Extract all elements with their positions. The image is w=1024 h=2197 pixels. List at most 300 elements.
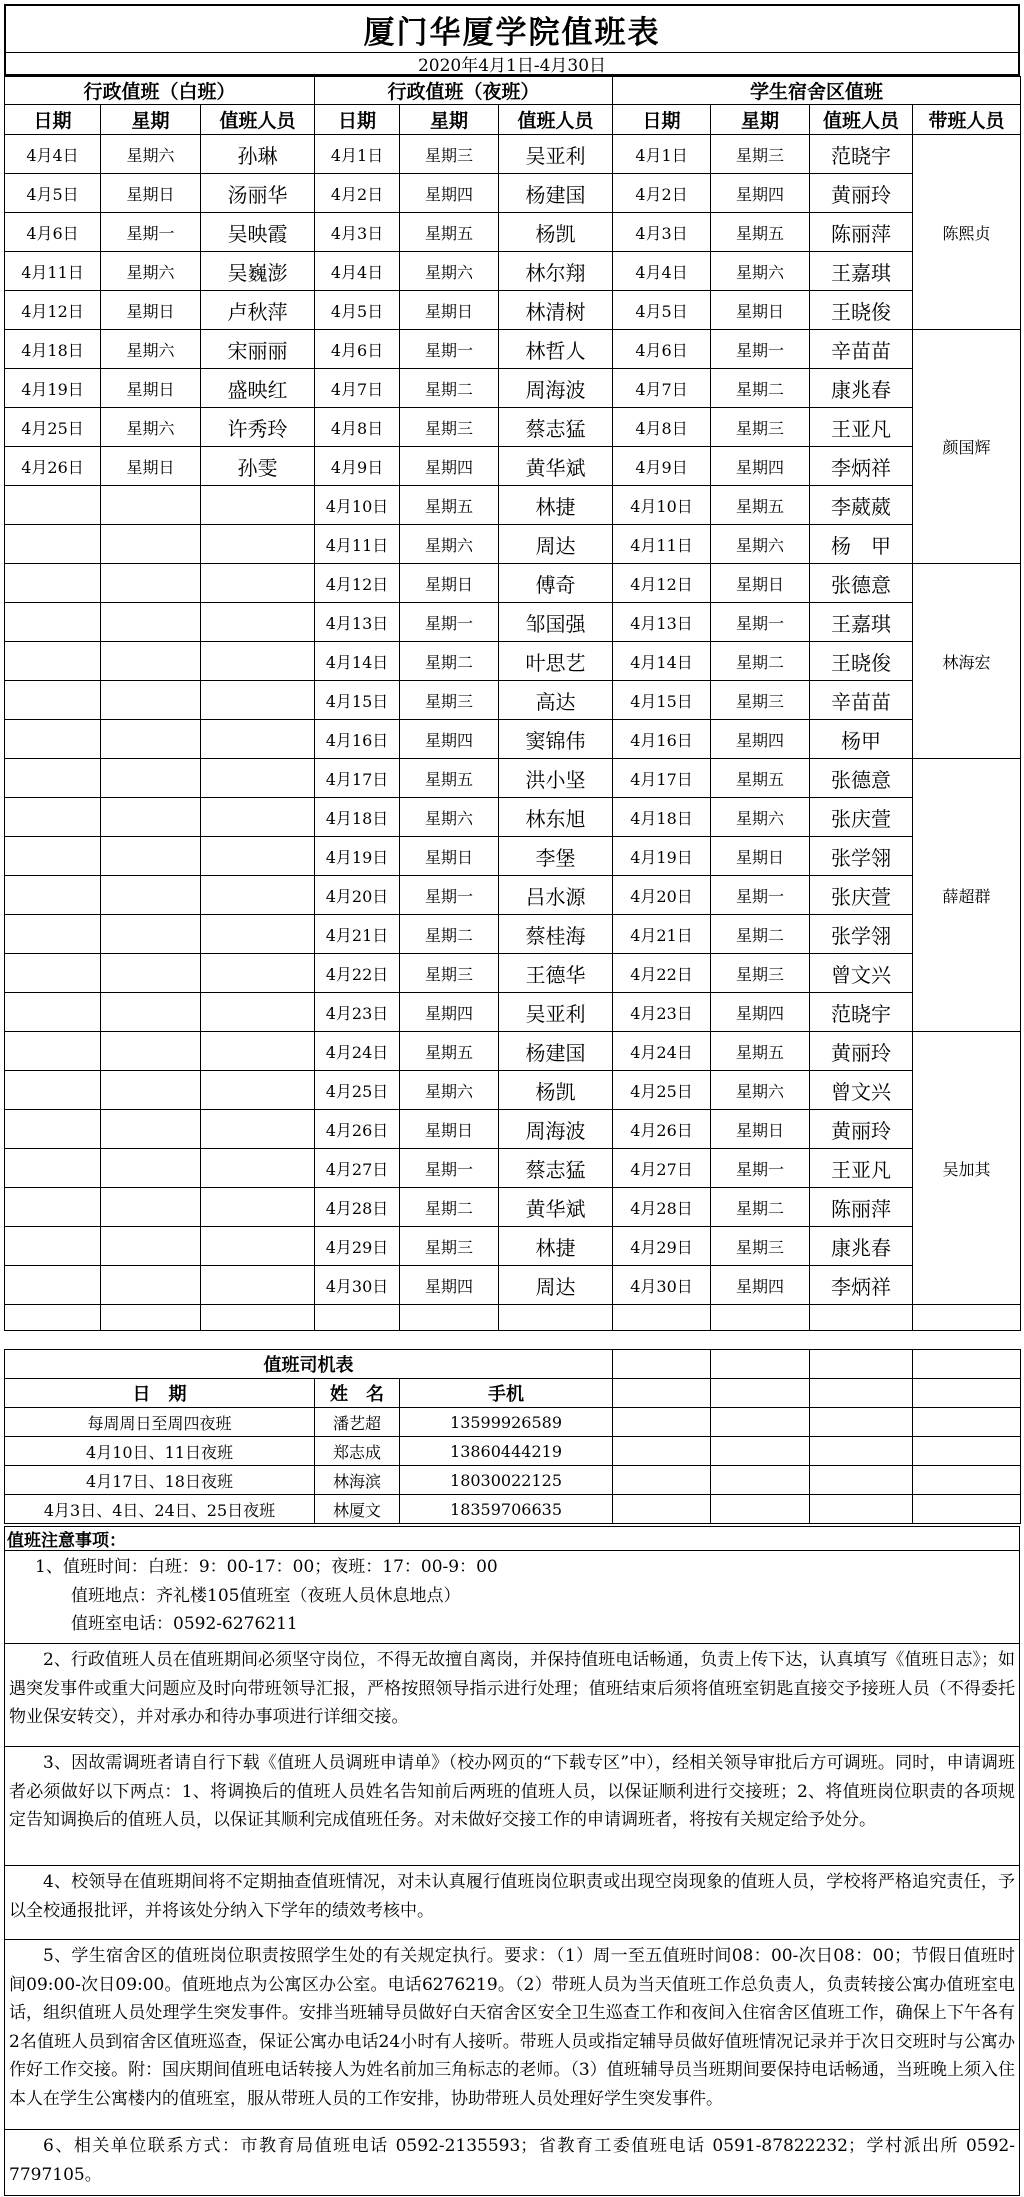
roster-weekday-cell: 星期三	[711, 1227, 810, 1266]
roster-staff-cell: 范晓宇	[810, 135, 913, 174]
roster-weekday-cell: 星期六	[101, 252, 201, 291]
roster-staff-cell	[201, 798, 315, 837]
roster-weekday-cell: 星期六	[711, 252, 810, 291]
roster-weekday-cell: 星期五	[711, 1032, 810, 1071]
roster-weekday-cell: 星期一	[400, 330, 499, 369]
roster-staff-cell: 吴亚利	[499, 135, 613, 174]
roster-staff-cell	[201, 915, 315, 954]
roster-date-cell: 4月19日	[613, 837, 711, 876]
roster-date-cell: 4月9日	[613, 447, 711, 486]
roster-staff-cell: 许秀玲	[201, 408, 315, 447]
roster-weekday-cell: 星期日	[400, 837, 499, 876]
roster-date-cell	[5, 1266, 101, 1305]
roster-staff-cell	[201, 1149, 315, 1188]
roster-date-cell: 4月4日	[5, 135, 101, 174]
roster-date-cell: 4月22日	[315, 954, 400, 993]
roster-weekday-cell: 星期日	[711, 1110, 810, 1149]
roster-date-cell: 4月4日	[315, 252, 400, 291]
roster-date-cell: 4月22日	[613, 954, 711, 993]
driver-row	[5, 1495, 1021, 1524]
roster-staff-cell: 康兆春	[810, 369, 913, 408]
roster-staff-cell: 黄丽玲	[810, 1110, 913, 1149]
roster-weekday-cell: 星期日	[101, 174, 201, 213]
roster-date-cell: 4月24日	[315, 1032, 400, 1071]
roster-weekday-cell: 星期四	[711, 993, 810, 1032]
roster-weekday-cell: 星期五	[400, 759, 499, 798]
roster-staff-cell: 周达	[499, 1266, 613, 1305]
header-date: 日期	[613, 105, 711, 135]
roster-weekday-cell: 星期日	[711, 564, 810, 603]
roster-staff-cell: 杨 甲	[810, 525, 913, 564]
roster-staff-cell: 林捷	[499, 486, 613, 525]
roster-weekday-cell: 星期二	[711, 642, 810, 681]
roster-date-cell	[5, 1032, 101, 1071]
roster-staff-cell: 张德意	[810, 759, 913, 798]
roster-weekday-cell: 星期日	[400, 291, 499, 330]
roster-date-cell: 4月26日	[315, 1110, 400, 1149]
roster-date-cell	[5, 1188, 101, 1227]
roster-date-cell: 4月17日	[613, 759, 711, 798]
roster-date-cell: 4月26日	[613, 1110, 711, 1149]
roster-weekday-cell: 星期六	[711, 798, 810, 837]
roster-weekday-cell	[101, 954, 201, 993]
roster-weekday-cell: 星期二	[711, 369, 810, 408]
roster-staff-cell: 王晓俊	[810, 642, 913, 681]
roster-weekday-cell: 星期一	[711, 330, 810, 369]
roster-staff-cell	[201, 954, 315, 993]
roster-row	[5, 1227, 1021, 1266]
roster-staff-cell: 蔡志猛	[499, 408, 613, 447]
roster-date-cell: 4月12日	[613, 564, 711, 603]
roster-weekday-cell	[101, 993, 201, 1032]
notes-heading: 值班注意事项：	[4, 1526, 1020, 1550]
driver-header-name: 姓 名	[315, 1379, 400, 1408]
roster-row	[5, 213, 1021, 252]
roster-weekday-cell: 星期日	[711, 837, 810, 876]
roster-staff-cell	[201, 1071, 315, 1110]
roster-row	[5, 174, 1021, 213]
roster-weekday-cell: 星期六	[400, 798, 499, 837]
roster-staff-cell: 杨凯	[499, 213, 613, 252]
roster-row	[5, 681, 1021, 720]
driver-date-cell: 4月10日、11日夜班	[5, 1437, 315, 1466]
roster-row	[5, 135, 1021, 174]
roster-staff-cell: 王晓俊	[810, 291, 913, 330]
roster-row	[5, 993, 1021, 1032]
roster-date-cell	[5, 915, 101, 954]
roster-weekday-cell: 星期日	[101, 369, 201, 408]
roster-date-cell: 4月14日	[613, 642, 711, 681]
roster-weekday-cell	[101, 720, 201, 759]
roster-staff-cell: 曾文兴	[810, 954, 913, 993]
roster-weekday-cell: 星期二	[400, 369, 499, 408]
roster-staff-cell: 张学翎	[810, 837, 913, 876]
roster-date-cell: 4月4日	[613, 252, 711, 291]
roster-row	[5, 915, 1021, 954]
roster-weekday-cell: 星期三	[711, 408, 810, 447]
roster-staff-cell: 吴亚利	[499, 993, 613, 1032]
roster-date-cell: 4月15日	[315, 681, 400, 720]
roster-date-cell	[5, 759, 101, 798]
roster-weekday-cell	[101, 798, 201, 837]
roster-staff-cell: 蔡志猛	[499, 1149, 613, 1188]
roster-weekday-cell: 星期一	[711, 876, 810, 915]
driver-row	[5, 1437, 1021, 1466]
roster-staff-cell: 李葳葳	[810, 486, 913, 525]
roster-weekday-cell: 星期三	[400, 408, 499, 447]
driver-row	[5, 1466, 1021, 1495]
roster-date-cell: 4月23日	[613, 993, 711, 1032]
note-6: 6、相关单位联系方式：市教育局值班电话 0592-2135593；省教育工委值班电话 0591-87822232；学村派出所 0592-7797105。	[4, 2129, 1020, 2196]
roster-staff-cell: 曾文兴	[810, 1071, 913, 1110]
leader-cell: 颜国辉	[913, 330, 1021, 564]
header-staff: 值班人员	[499, 105, 613, 135]
roster-staff-cell: 汤丽华	[201, 174, 315, 213]
header-staff: 值班人员	[201, 105, 315, 135]
roster-date-cell	[5, 1227, 101, 1266]
roster-staff-cell	[201, 837, 315, 876]
roster-weekday-cell: 星期日	[400, 564, 499, 603]
roster-weekday-cell: 星期四	[711, 174, 810, 213]
driver-table	[4, 1349, 1021, 1524]
roster-date-cell: 4月21日	[315, 915, 400, 954]
roster-date-cell: 4月19日	[5, 369, 101, 408]
roster-date-cell: 4月7日	[315, 369, 400, 408]
roster-weekday-cell	[101, 876, 201, 915]
roster-weekday-cell: 星期四	[400, 720, 499, 759]
roster-date-cell	[5, 642, 101, 681]
header-weekday: 星期	[400, 105, 499, 135]
note-2: 2、行政值班人员在值班期间必须坚守岗位，不得无故擅自离岗，并保持值班电话畅通，负责上传下达，认真填写《值班日志》；如遇突发事件或重大问题应及时向带班领导汇报，严格按照领导指示进行处理；值班结束后须将值班室钥匙直接交予接班人员（不得委托物业保安转交），并对承办和待办事项进行详细交接。	[4, 1643, 1020, 1746]
note-1-phone: 值班室电话：0592-6276211	[71, 1614, 298, 1634]
roster-weekday-cell: 星期一	[101, 213, 201, 252]
roster-date-cell: 4月8日	[315, 408, 400, 447]
roster-staff-cell: 孙琳	[201, 135, 315, 174]
driver-name-cell: 潘艺超	[315, 1408, 400, 1437]
roster-date-cell: 4月5日	[315, 291, 400, 330]
roster-staff-cell: 陈丽萍	[810, 1188, 913, 1227]
roster-weekday-cell	[101, 1227, 201, 1266]
roster-row	[5, 525, 1021, 564]
note-3: 3、因故需调班者请自行下载《值班人员调班申请单》（校办网页的“下载专区”中），经相关领导审批后方可调班。同时，申请调班者必须做好以下两点：1、将调换后的值班人员姓名告知前后两班的值班人员，以保证顺利进行交接班；2、将值班岗位职责的各项规定告知调换后的值班人员，以保证其顺利完成值班任务。对未做好交接工作的申请调班者，将按有关规定给予处分。	[4, 1746, 1020, 1865]
roster-staff-cell: 黄华斌	[499, 447, 613, 486]
roster-staff-cell: 卢秋萍	[201, 291, 315, 330]
roster-date-cell: 4月10日	[613, 486, 711, 525]
section-admin-day: 行政值班（白班）	[5, 77, 315, 105]
roster-weekday-cell: 星期三	[711, 954, 810, 993]
roster-date-cell: 4月17日	[315, 759, 400, 798]
roster-date-cell: 4月11日	[315, 525, 400, 564]
roster-date-cell: 4月10日	[315, 486, 400, 525]
roster-staff-cell	[201, 525, 315, 564]
roster-weekday-cell: 星期二	[711, 915, 810, 954]
roster-weekday-cell: 星期五	[711, 213, 810, 252]
roster-staff-cell: 范晓宇	[810, 993, 913, 1032]
leader-cell: 吴加其	[913, 1032, 1021, 1305]
roster-weekday-cell: 星期三	[711, 135, 810, 174]
driver-date-cell: 4月17日、18日夜班	[5, 1466, 315, 1495]
roster-staff-cell: 杨甲	[810, 720, 913, 759]
roster-row	[5, 1266, 1021, 1305]
roster-date-cell: 4月14日	[315, 642, 400, 681]
roster-row	[5, 876, 1021, 915]
roster-date-cell: 4月20日	[613, 876, 711, 915]
roster-row	[5, 798, 1021, 837]
roster-staff-cell	[201, 1227, 315, 1266]
roster-date-cell: 4月25日	[613, 1071, 711, 1110]
roster-table	[4, 76, 1021, 1331]
roster-staff-cell: 蔡桂海	[499, 915, 613, 954]
roster-staff-cell: 王亚凡	[810, 1149, 913, 1188]
roster-staff-cell	[201, 993, 315, 1032]
roster-weekday-cell	[101, 915, 201, 954]
roster-date-cell: 4月6日	[315, 330, 400, 369]
roster-row	[5, 486, 1021, 525]
roster-weekday-cell: 星期一	[711, 603, 810, 642]
roster-date-cell: 4月7日	[613, 369, 711, 408]
roster-staff-cell: 窦锦伟	[499, 720, 613, 759]
roster-weekday-cell	[101, 603, 201, 642]
roster-row	[5, 1071, 1021, 1110]
roster-date-cell: 4月24日	[613, 1032, 711, 1071]
roster-staff-cell: 林尔翔	[499, 252, 613, 291]
page-title: 厦门华厦学院值班表	[4, 4, 1020, 52]
roster-weekday-cell: 星期六	[101, 135, 201, 174]
roster-date-cell: 4月21日	[613, 915, 711, 954]
roster-date-cell	[5, 525, 101, 564]
roster-weekday-cell: 星期四	[711, 447, 810, 486]
roster-weekday-cell: 星期六	[711, 525, 810, 564]
roster-date-cell: 4月30日	[315, 1266, 400, 1305]
roster-staff-cell	[201, 681, 315, 720]
roster-weekday-cell: 星期五	[711, 486, 810, 525]
roster-date-cell	[5, 993, 101, 1032]
roster-weekday-cell: 星期四	[400, 1266, 499, 1305]
roster-staff-cell	[201, 603, 315, 642]
roster-staff-cell	[201, 720, 315, 759]
roster-date-cell: 4月3日	[613, 213, 711, 252]
roster-weekday-cell: 星期三	[400, 1227, 499, 1266]
roster-date-cell: 4月19日	[315, 837, 400, 876]
roster-staff-cell: 黄丽玲	[810, 174, 913, 213]
roster-staff-cell: 周海波	[499, 369, 613, 408]
roster-staff-cell: 周达	[499, 525, 613, 564]
roster-weekday-cell: 星期一	[711, 1149, 810, 1188]
roster-weekday-cell: 星期二	[400, 1188, 499, 1227]
roster-date-cell: 4月29日	[613, 1227, 711, 1266]
roster-date-cell: 4月16日	[613, 720, 711, 759]
roster-row	[5, 642, 1021, 681]
roster-date-cell	[5, 798, 101, 837]
roster-row	[5, 603, 1021, 642]
section-admin-night: 行政值班（夜班）	[315, 77, 613, 105]
roster-staff-cell: 杨凯	[499, 1071, 613, 1110]
roster-row	[5, 447, 1021, 486]
roster-weekday-cell: 星期三	[711, 681, 810, 720]
roster-staff-cell: 傅奇	[499, 564, 613, 603]
header-date: 日期	[315, 105, 400, 135]
roster-staff-cell	[201, 1110, 315, 1149]
roster-weekday-cell	[101, 1266, 201, 1305]
roster-date-cell: 4月16日	[315, 720, 400, 759]
roster-weekday-cell	[101, 681, 201, 720]
roster-date-cell	[5, 681, 101, 720]
roster-staff-cell: 王德华	[499, 954, 613, 993]
roster-date-cell: 4月27日	[315, 1149, 400, 1188]
roster-staff-cell: 宋丽丽	[201, 330, 315, 369]
roster-staff-cell: 辛苗苗	[810, 330, 913, 369]
roster-row	[5, 1188, 1021, 1227]
roster-staff-cell: 李炳祥	[810, 447, 913, 486]
roster-weekday-cell: 星期五	[400, 213, 499, 252]
blank-row	[5, 1305, 1021, 1331]
roster-staff-cell: 吴巍澎	[201, 252, 315, 291]
roster-staff-cell: 康兆春	[810, 1227, 913, 1266]
roster-row	[5, 837, 1021, 876]
roster-weekday-cell: 星期四	[711, 1266, 810, 1305]
roster-staff-cell	[201, 1188, 315, 1227]
roster-staff-cell: 张庆萱	[810, 876, 913, 915]
roster-staff-cell: 孙雯	[201, 447, 315, 486]
roster-row	[5, 1032, 1021, 1071]
roster-date-cell	[5, 1110, 101, 1149]
section-dorm: 学生宿舍区值班	[613, 77, 1021, 105]
roster-date-cell	[5, 486, 101, 525]
roster-date-cell: 4月13日	[613, 603, 711, 642]
roster-row	[5, 954, 1021, 993]
roster-row	[5, 1110, 1021, 1149]
roster-weekday-cell	[101, 1071, 201, 1110]
roster-weekday-cell: 星期一	[400, 603, 499, 642]
roster-weekday-cell: 星期一	[400, 1149, 499, 1188]
roster-weekday-cell: 星期五	[400, 1032, 499, 1071]
roster-staff-cell: 黄华斌	[499, 1188, 613, 1227]
roster-date-cell: 4月8日	[613, 408, 711, 447]
roster-staff-cell: 黄丽玲	[810, 1032, 913, 1071]
roster-weekday-cell: 星期四	[400, 447, 499, 486]
roster-date-cell: 4月3日	[315, 213, 400, 252]
roster-date-cell: 4月26日	[5, 447, 101, 486]
roster-row	[5, 1149, 1021, 1188]
driver-header-date: 日 期	[5, 1379, 315, 1408]
roster-weekday-cell: 星期三	[400, 681, 499, 720]
roster-date-cell: 4月18日	[315, 798, 400, 837]
driver-name-cell: 郑志成	[315, 1437, 400, 1466]
roster-staff-cell: 王嘉琪	[810, 252, 913, 291]
roster-date-cell: 4月28日	[613, 1188, 711, 1227]
roster-weekday-cell: 星期六	[400, 525, 499, 564]
roster-row	[5, 330, 1021, 369]
roster-date-cell: 4月1日	[315, 135, 400, 174]
header-weekday: 星期	[101, 105, 201, 135]
roster-date-cell: 4月29日	[315, 1227, 400, 1266]
roster-date-cell: 4月18日	[613, 798, 711, 837]
roster-weekday-cell: 星期六	[101, 408, 201, 447]
roster-date-cell: 4月9日	[315, 447, 400, 486]
driver-name-cell: 林厦文	[315, 1495, 400, 1524]
roster-date-cell: 4月2日	[315, 174, 400, 213]
roster-weekday-cell: 星期六	[400, 1071, 499, 1110]
roster-staff-cell: 辛苗苗	[810, 681, 913, 720]
roster-date-cell: 4月5日	[5, 174, 101, 213]
roster-staff-cell: 林东旭	[499, 798, 613, 837]
duty-notes	[4, 1526, 1020, 2196]
driver-phone-cell: 13860444219	[400, 1437, 613, 1466]
roster-staff-cell: 林哲人	[499, 330, 613, 369]
roster-staff-cell: 李炳祥	[810, 1266, 913, 1305]
roster-weekday-cell: 星期三	[400, 135, 499, 174]
roster-staff-cell: 陈丽萍	[810, 213, 913, 252]
roster-weekday-cell: 星期日	[101, 291, 201, 330]
roster-weekday-cell	[101, 1032, 201, 1071]
roster-weekday-cell	[101, 1110, 201, 1149]
roster-staff-cell: 洪小坚	[499, 759, 613, 798]
roster-row	[5, 252, 1021, 291]
roster-date-cell	[5, 876, 101, 915]
roster-weekday-cell: 星期日	[400, 1110, 499, 1149]
roster-date-cell: 4月27日	[613, 1149, 711, 1188]
roster-weekday-cell: 星期日	[101, 447, 201, 486]
roster-weekday-cell: 星期五	[400, 486, 499, 525]
roster-row	[5, 564, 1021, 603]
roster-staff-cell: 林捷	[499, 1227, 613, 1266]
roster-weekday-cell: 星期四	[400, 174, 499, 213]
roster-staff-cell: 李堡	[499, 837, 613, 876]
date-range: 2020年4月1日-4月30日	[4, 52, 1020, 76]
leader-cell: 陈熙贞	[913, 135, 1021, 330]
header-staff: 值班人员	[810, 105, 913, 135]
roster-weekday-cell: 星期日	[711, 291, 810, 330]
roster-weekday-cell: 星期四	[711, 720, 810, 759]
roster-row	[5, 408, 1021, 447]
roster-date-cell: 4月15日	[613, 681, 711, 720]
roster-row	[5, 291, 1021, 330]
driver-phone-cell: 18359706635	[400, 1495, 613, 1524]
roster-date-cell: 4月12日	[5, 291, 101, 330]
roster-weekday-cell	[101, 1188, 201, 1227]
roster-date-cell: 4月25日	[5, 408, 101, 447]
roster-date-cell: 4月6日	[613, 330, 711, 369]
note-4: 4、校领导在值班期间将不定期抽查值班情况，对未认真履行值班岗位职责或出现空岗现象的值班人员，学校将严格追究责任，予以全校通报批评，并将该处分纳入下学年的绩效考核中。	[4, 1865, 1020, 1939]
roster-date-cell	[5, 564, 101, 603]
roster-weekday-cell	[101, 1149, 201, 1188]
roster-weekday-cell: 星期二	[711, 1188, 810, 1227]
roster-date-cell: 4月20日	[315, 876, 400, 915]
roster-weekday-cell: 星期六	[711, 1071, 810, 1110]
roster-date-cell	[5, 837, 101, 876]
roster-weekday-cell: 星期三	[400, 954, 499, 993]
roster-weekday-cell: 星期二	[400, 915, 499, 954]
driver-date-cell: 每周周日至周四夜班	[5, 1408, 315, 1437]
roster-staff-cell: 杨建国	[499, 174, 613, 213]
roster-date-cell	[5, 954, 101, 993]
roster-staff-cell	[201, 564, 315, 603]
roster-weekday-cell	[101, 486, 201, 525]
header-date: 日期	[5, 105, 101, 135]
roster-weekday-cell: 星期二	[400, 642, 499, 681]
roster-date-cell: 4月12日	[315, 564, 400, 603]
roster-date-cell: 4月23日	[315, 993, 400, 1032]
header-weekday: 星期	[711, 105, 810, 135]
roster-date-cell: 4月13日	[315, 603, 400, 642]
roster-staff-cell: 王嘉琪	[810, 603, 913, 642]
roster-staff-cell	[201, 1032, 315, 1071]
roster-staff-cell: 吕水源	[499, 876, 613, 915]
driver-header-phone: 手机	[400, 1379, 613, 1408]
roster-staff-cell: 张学翎	[810, 915, 913, 954]
note-1-location: 值班地点：齐礼楼105值班室（夜班人员休息地点）	[71, 1585, 461, 1606]
roster-date-cell	[5, 1071, 101, 1110]
